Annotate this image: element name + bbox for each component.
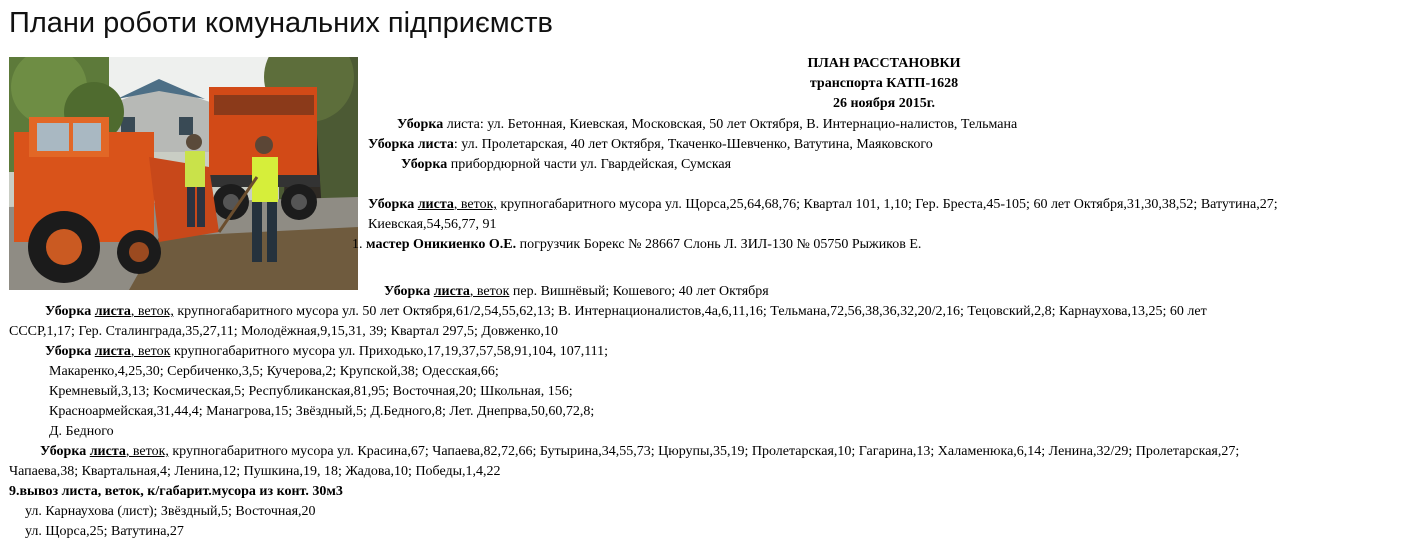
cleaning-item-7-line5: Д. Бедного [49, 424, 114, 439]
cleaning-item-1: Уборка листа: ул. Бетонная, Киевская, Московская, 50 лет Октября, В. Интернацио-налистов, Тельмана [397, 117, 1018, 132]
cleaning-item-6: Уборка листа, веток, крупногабаритного мусора ул. 50 лет Октября,61/2,54,55,62,13; В. Интернационалистов,4а,6,11,16; Тельмана,72,56,38,36,32,20/2,16; Тецовский,2,8; Карнаухова,13,25; 60 лет [45, 304, 1207, 319]
plan-subtitle: транспорта КАТП-1628 [809, 76, 959, 91]
cleaning-item-2: Уборка листа: ул. Пролетарская, 40 лет Октября, Ткаченко-Шевченко, Ватутина, Маяковского [368, 137, 933, 152]
container-removal-line1: ул. Карнаухова (лист); Звёздный,5; Восточная,20 [25, 504, 316, 519]
cleaning-item-4-cont: Киевская,54,56,77, 91 [368, 217, 497, 232]
street-cleaning-photo [9, 57, 358, 290]
cleaning-item-8-cont: Чапаева,38; Квартальная,4; Ленина,12; Пушкина,19, 18; Жадова,10; Победы,1,4,22 [9, 464, 501, 479]
plan-date: 26 ноября 2015г. [832, 96, 935, 111]
cleaning-item-7: Уборка листа, веток крупногабаритного мусора ул. Приходько,17,19,37,57,58,91,104, 107,111; [45, 344, 609, 359]
container-removal-heading: 9.вывоз листа, веток, к/габарит.мусора из конт. 30м3 [9, 484, 343, 499]
cleaning-item-6-cont: СССР,1,17; Гер. Сталинграда,35,27,11; Молодёжная,9,15,31, 39; Квартал 297,5; Довженко,10 [9, 324, 558, 339]
page-title: Плани роботи комунальних підприємств [9, 7, 553, 39]
cleaning-item-7-line4: Красноармейская,31,44,4; Манагрова,15; Звёздный,5; Д.Бедного,8; Лет. Днепрва,50,60,72,8; [49, 404, 595, 419]
plan-title: ПЛАН РАССТАНОВКИ [807, 56, 961, 71]
cleaning-item-8: Уборка листа, веток, крупногабаритного мусора ул. Красина,67; Чапаева,82,72,66; Бутырина,34,55,73; Цюрупы,35,19; Пролетарская,10; Гагарина,13; Халаменюка,6,14; Ленина,32/29; Пролетарская,27; [40, 444, 1240, 459]
cleaning-item-4: Уборка листа, веток, крупногабаритного мусора ул. Щорса,25,64,68,76; Квартал 101, 1,10; Гер. Бреста,45-105; 60 лет Октября,31,30,38,52; Ватутина,27; [368, 197, 1278, 212]
cleaning-item-3: Уборка прибордюрной части ул. Гвардейская, Сумская [401, 157, 732, 172]
container-removal-line2: ул. Щорса,25; Ватутина,27 [25, 524, 184, 539]
cleaning-item-7-line3: Кремневый,3,13; Космическая,5; Республиканская,81,95; Восточная,20; Школьная, 156; [49, 384, 573, 399]
cleaning-item-5: Уборка листа, веток пер. Вишнёвый; Кошевого; 40 лет Октября [384, 284, 769, 299]
master-line: 1. мастер Оникиенко О.Е. погрузчик Борекс № 28667 Слонь Л. ЗИЛ-130 № 05750 Рыжиков Е. [352, 237, 922, 252]
cleaning-item-7-line2: Макаренко,4,25,30; Сербиченко,3,5; Кучерова,2; Крупской,38; Одесская,66; [49, 364, 499, 379]
